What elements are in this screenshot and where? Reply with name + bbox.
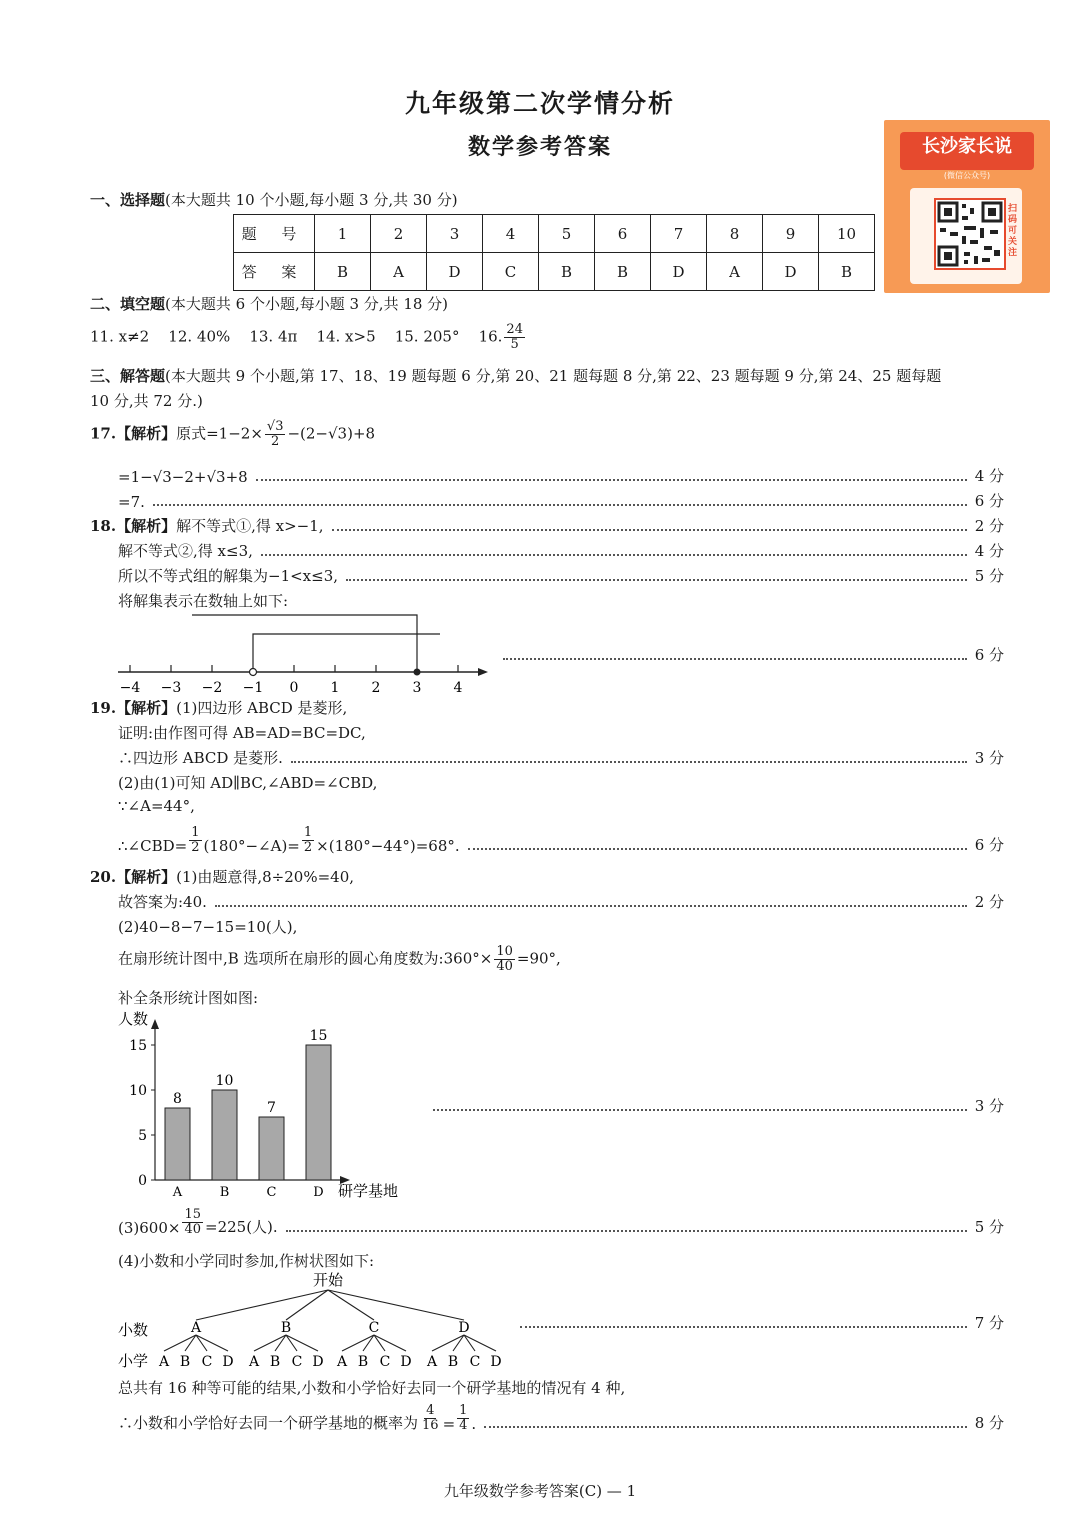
leader-dots — [332, 529, 967, 531]
leader-dots — [256, 479, 967, 481]
tree-branch — [196, 1335, 228, 1351]
score-label: 4 分 — [974, 467, 1004, 485]
section2-heading: 二、填空题 — [90, 295, 166, 313]
tree-level2-node: B — [447, 1354, 459, 1370]
x-axis-label: 研学基地 — [338, 1182, 399, 1200]
fill-answer-13: 13. 4π — [249, 327, 298, 346]
tree-score-row — [512, 1312, 1004, 1333]
bar-value-label: 10 — [215, 1073, 234, 1089]
table-cell: A — [707, 253, 763, 291]
tree-branch — [196, 1290, 328, 1320]
score-label: 3 分 — [974, 1097, 1004, 1115]
fraction: $\frac{1}{4}$ — [459, 1403, 468, 1433]
bar-chart — [110, 1005, 420, 1205]
table-cell: 2 — [371, 215, 427, 253]
tree-level1-node: D — [458, 1320, 470, 1336]
q17-label: 17.【解析】 — [90, 424, 177, 443]
table-cell: A — [371, 253, 427, 291]
fraction: $\frac{4}{16}$ — [422, 1403, 439, 1433]
table-row — [234, 215, 875, 253]
axis-tick-label: −2 — [201, 680, 223, 696]
tree-level2-label: 小学 — [118, 1352, 149, 1370]
bar-value-label: 7 — [267, 1100, 276, 1116]
chart-score-row — [425, 1095, 1004, 1116]
fill-answer-16: 16. — [478, 327, 503, 346]
page-subtitle: 数学参考答案 — [467, 134, 612, 160]
score-label: 5 分 — [974, 567, 1004, 585]
score-label: 6 分 — [974, 492, 1004, 510]
tree-level2-node: C — [379, 1354, 391, 1370]
score-label: 2 分 — [974, 893, 1004, 911]
score-label: 7 分 — [974, 1314, 1004, 1332]
qr-title: 长沙家长说 — [900, 132, 1034, 170]
category-label: D — [313, 1185, 324, 1200]
fraction: $\frac{24}{5}$ — [506, 322, 523, 352]
tree-branch — [464, 1335, 496, 1351]
tree-level2-node: B — [179, 1354, 191, 1370]
leader-dots — [468, 848, 967, 850]
leader-dots — [520, 1326, 967, 1328]
tree-branch — [328, 1290, 464, 1320]
tree-branch — [164, 1335, 196, 1351]
score-label: 6 分 — [974, 646, 1004, 664]
tree-level2-node: C — [469, 1354, 481, 1370]
axis-tick-label: 4 — [453, 680, 463, 696]
axis-tick-label: −3 — [160, 680, 182, 696]
q19-line1: 19.【解析】(1)四边形 ABCD 是菱形, — [90, 699, 348, 717]
leader-dots — [153, 504, 967, 506]
leader-dots — [484, 1426, 966, 1428]
axis-tick-label: 0 — [289, 680, 299, 696]
leader-dots — [346, 579, 967, 581]
q20-line1: 20.【解析】(1)由题意得,8÷20%=40, — [90, 868, 355, 886]
filled-point-icon — [414, 669, 421, 676]
q18-label: 18.【解析】 — [90, 517, 177, 535]
y-axis-arrow-icon — [151, 1019, 159, 1029]
section3-note: (本大题共 9 个小题,第 17、18、19 题每题 6 分,第 20、21 题每题 8 分,第 22、23 题每题 9 分,第 24、25 题每题 — [165, 367, 942, 385]
leader-dots — [433, 1109, 967, 1111]
tree-level2-node: A — [426, 1354, 438, 1370]
axis-tick-label: 1 — [330, 680, 340, 696]
bar-C — [259, 1117, 284, 1180]
y-tick-label: 5 — [138, 1128, 147, 1144]
q20-line8: 总共有 16 种等可能的结果,小数和小学恰好去同一个研学基地的情况有 4 种, — [118, 1379, 626, 1397]
table-cell: B — [595, 253, 651, 291]
q19-label: 19.【解析】 — [90, 699, 177, 717]
table-cell: C — [483, 253, 539, 291]
tree-branch — [328, 1290, 374, 1320]
table-cell: D — [651, 253, 707, 291]
table-cell: B — [819, 253, 875, 291]
fraction: $\frac{15}{40}$ — [184, 1207, 201, 1237]
fraction: $\frac{10}{40}$ — [496, 944, 513, 974]
bar-A — [165, 1108, 190, 1180]
table-cell: B — [539, 253, 595, 291]
section1-heading: 一、选择题 — [90, 191, 166, 209]
q18-line3: 所以不等式组的解集为−1<x≤3, 5 分 — [118, 567, 1004, 585]
y-axis-label: 人数 — [118, 1010, 149, 1028]
bar-value-label: 15 — [309, 1028, 328, 1044]
section3-note-cont: 10 分,共 72 分.) — [90, 392, 203, 410]
leader-dots — [261, 554, 967, 556]
leader-dots — [291, 761, 967, 763]
tree-level1-label: 小数 — [118, 1321, 149, 1339]
leader-dots — [503, 658, 967, 660]
q18-line1: 18.【解析】 解不等式①,得 x>−1, 2 分 — [90, 517, 1004, 535]
fraction: $\frac{1}{2}$ — [191, 825, 200, 855]
q17-line3: =7. 6 分 — [118, 492, 1004, 511]
fraction: $\frac{√3}{2}$ — [266, 419, 284, 449]
tree-level2-node: B — [269, 1354, 281, 1370]
section1-header — [90, 189, 458, 210]
tree-level2-node: A — [158, 1354, 170, 1370]
y-tick-label: 10 — [129, 1083, 147, 1099]
table-cell: 3 — [427, 215, 483, 253]
open-point-icon — [250, 669, 257, 676]
tree-level2-node: D — [490, 1354, 502, 1370]
bar-D — [306, 1045, 331, 1180]
table-cell: 7 — [651, 215, 707, 253]
axis-tick-label: 2 — [371, 680, 381, 696]
q20-line5: 补全条形统计图如图: — [118, 989, 259, 1007]
score-label: 3 分 — [974, 749, 1004, 767]
tree-branch — [342, 1335, 374, 1351]
q20-line7: (4)小数和小学同时参加,作树状图如下: — [118, 1252, 375, 1270]
tree-branch — [254, 1335, 286, 1351]
page-footer: 九年级数学参考答案(C) — 1 — [443, 1482, 637, 1500]
q19-line2: 证明:由作图可得 AB=AD=BC=DC, — [118, 724, 366, 742]
tree-root-label: 开始 — [312, 1271, 344, 1289]
section3-heading: 三、解答题 — [90, 367, 166, 385]
q18-line4-score — [495, 644, 1004, 665]
fill-answers — [90, 323, 527, 352]
q18-line2: 解不等式②,得 x≤3, 4 分 — [118, 542, 1004, 560]
bar-B — [212, 1090, 237, 1180]
leader-dots — [215, 905, 967, 907]
tree-diagram — [110, 1268, 510, 1374]
table-cell: 6 — [595, 215, 651, 253]
section2-note: (本大题共 6 个小题,每小题 3 分,共 18 分) — [165, 295, 449, 313]
q18-line4: 将解集表示在数轴上如下: — [118, 592, 289, 610]
axis-tick-label: −4 — [119, 680, 141, 696]
fill-answer-14: 14. x>5 — [316, 327, 376, 346]
q20-line4: 在扇形统计图中,B 选项所在扇形的圆心角度数为:360°× $\frac{10}{40}$ =90°, — [118, 944, 561, 974]
tree-branch — [374, 1335, 406, 1351]
tree-level2-node: B — [357, 1354, 369, 1370]
tree-level2-node: A — [248, 1354, 260, 1370]
fill-answer-15: 15. 205° — [394, 327, 460, 346]
fill-answer-12: 12. 40% — [168, 327, 231, 346]
tree-level2-node: C — [291, 1354, 303, 1370]
table-cell: D — [763, 253, 819, 291]
table-cell: B — [315, 253, 371, 291]
tree-level2-node: C — [201, 1354, 213, 1370]
tree-level2-node: D — [222, 1354, 234, 1370]
axis-tick-label: −1 — [242, 680, 264, 696]
page-title: 九年级第二次学情分析 — [404, 89, 675, 118]
table-cell: D — [427, 253, 483, 291]
score-label: 2 分 — [974, 517, 1004, 535]
section3-header — [90, 365, 941, 386]
table-row — [234, 253, 875, 291]
qr-side-text: 扫码可关注 — [1008, 204, 1018, 258]
score-label: 8 分 — [974, 1414, 1004, 1432]
tree-level1-node: A — [190, 1320, 202, 1336]
tree-level2-node: D — [400, 1354, 412, 1370]
table-cell: 9 — [763, 215, 819, 253]
q20-label: 20.【解析】 — [90, 868, 177, 886]
tree-level2-node: A — [336, 1354, 348, 1370]
score-label: 6 分 — [974, 836, 1004, 854]
y-tick-label: 15 — [129, 1038, 147, 1054]
table-cell: 1 — [315, 215, 371, 253]
category-label: B — [219, 1185, 230, 1200]
score-label: 4 分 — [974, 542, 1004, 560]
table-cell: 5 — [539, 215, 595, 253]
tree-branch — [432, 1335, 464, 1351]
leader-dots — [286, 1230, 967, 1232]
table-cell: 10 — [819, 215, 875, 253]
q17-line2: =1−√3−2+√3+8 4 分 — [118, 467, 1004, 486]
q20-line3: (2)40−8−7−15=10(人), — [118, 918, 298, 936]
q20-line2: 故答案为:40. 2 分 — [118, 893, 1004, 911]
category-label: C — [266, 1185, 277, 1200]
fraction: $\frac{1}{2}$ — [303, 825, 313, 855]
q20-line6: (3)600× $\frac{15}{40}$ =225(人). 5 分 — [118, 1207, 1004, 1237]
tree-level1-node: B — [280, 1320, 292, 1336]
qr-subtitle: (微信公众号) — [943, 171, 991, 180]
tree-level2-node: D — [312, 1354, 324, 1370]
score-label: 5 分 — [974, 1218, 1004, 1236]
qr-code-icon[interactable] — [934, 198, 1006, 270]
q20-line9: ∴小数和小学恰好去同一个研学基地的概率为 $\frac{4}{16}$ = $\frac{1}{4}$ . 8 分 — [118, 1403, 1004, 1433]
table-header-answer: 答 案 — [234, 253, 315, 291]
q17-line1: 17.【解析】原式=1−2× $\frac{√3}{2}$ −(2−√3)+8 — [90, 419, 376, 449]
q19-line3: ∴四边形 ABCD 是菱形. 3 分 — [118, 749, 1004, 767]
fill-answer-11: 11. x≠2 — [90, 327, 150, 346]
axis-tick-label: 3 — [412, 680, 422, 696]
section2-header — [90, 293, 448, 314]
answer-table — [233, 214, 875, 291]
tree-level1-node: C — [368, 1320, 380, 1336]
bar-value-label: 8 — [173, 1091, 182, 1107]
q19-line5: ∵∠A=44°, — [118, 797, 195, 815]
table-cell: 8 — [707, 215, 763, 253]
category-label: A — [172, 1185, 183, 1200]
section1-note: (本大题共 10 个小题,每小题 3 分,共 30 分) — [165, 191, 458, 209]
q19-line4: (2)由(1)可知 AD∥BC,∠ABD=∠CBD, — [118, 774, 378, 792]
q19-line6: ∴∠CBD= $\frac{1}{2}$ (180°−∠A)= $\frac{1}{2}$ ×(180°−44°)=68°. 6 分 — [118, 825, 1004, 855]
y-tick-label: 0 — [138, 1173, 147, 1189]
table-cell: 4 — [483, 215, 539, 253]
qr-promo[interactable] — [884, 120, 1050, 293]
number-line — [110, 608, 495, 698]
table-header-number: 题 号 — [234, 215, 315, 253]
tree-branch — [286, 1335, 318, 1351]
